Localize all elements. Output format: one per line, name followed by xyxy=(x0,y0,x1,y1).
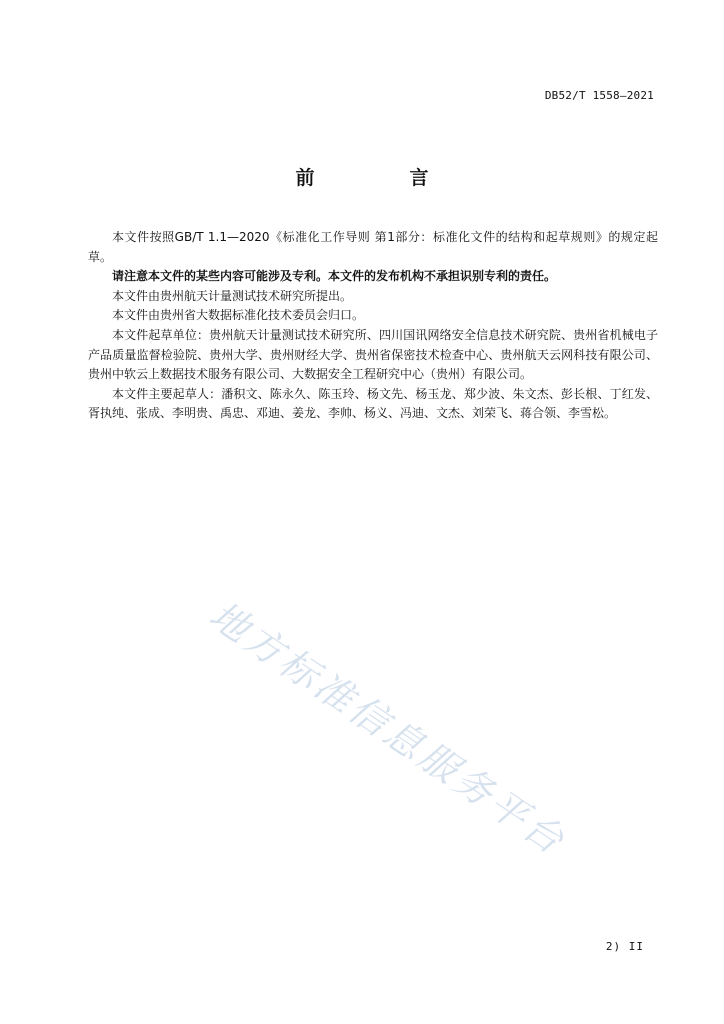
foreword-body xyxy=(88,228,658,424)
page-number: 2) II xyxy=(605,940,644,953)
standard-number: DB52/T 1558—2021 xyxy=(544,89,654,102)
paragraph-patent-notice: 请注意本文件的某些内容可能涉及专利。本文件的发布机构不承担识别专利的责任。 xyxy=(112,269,557,284)
page-title: 前 言 xyxy=(295,167,467,189)
paragraph-drafting-rules: 本文件按照GB/T 1.1—2020《标准化工作导则 第1部分：标准化文件的结构和起草规则》的规定起草。 xyxy=(88,230,658,264)
paragraph-centralized-unit: 本文件由贵州省大数据标准化技术委员会归口。 xyxy=(112,308,365,323)
paragraph-main-drafters: 本文件主要起草人：潘积文、陈永久、陈玉玲、杨文先、杨玉龙、郑少波、朱文杰、彭长根、丁红发、胥执纯、张成、李明贵、禹忠、邓迪、姜龙、李帅、杨义、冯迪、文杰、刘荣飞、蒋合领、李雪松。 xyxy=(88,386,658,421)
paragraph-proposer: 本文件由贵州航天计量测试技术研究所提出。 xyxy=(112,288,353,303)
watermark: 地方标准信息服务平台 xyxy=(201,592,575,865)
paragraph-drafting-units: 本文件起草单位：贵州航天计量测试技术研究所、四川国讯网络安全信息技术研究院、贵州省机械电子产品质量监督检验院、贵州大学、贵州财经大学、贵州省保密技术检查中心、贵州航天云网科技有限公司、贵州中软云上数据技术服务有限公司、大数据安全工程研究中心（贵州）有限公司。 xyxy=(88,327,658,382)
